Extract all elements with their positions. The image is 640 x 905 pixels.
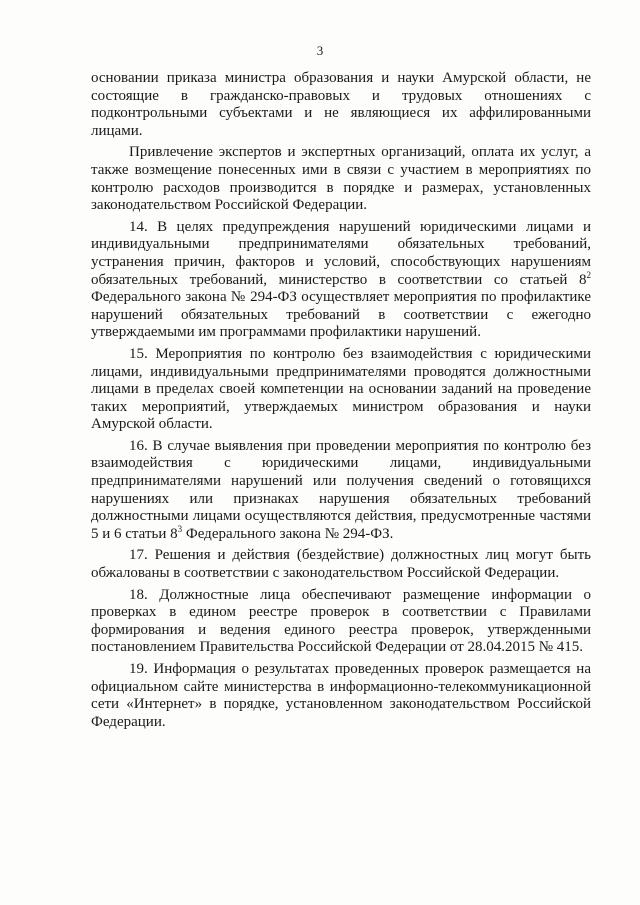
paragraph-18: 18. Должностные лица обеспечивают размещение информации о проверках в едином реестре проверок в соответствии с Правилами формирования и ведения единого реестра проверок, утвержденными постановлением Правительства Российской Федерации от 28.04.2015 № 415. (91, 586, 591, 656)
paragraph-16-text-end: Федерального закона № 294-ФЗ. (182, 525, 394, 542)
article-superscript-3: 3 (177, 523, 183, 534)
paragraph-16-text-start: 16. В случае выявления при проведении мероприятия по контролю без взаимодействия с юридическими лицами, индивидуальными предпринимателями нарушений или получения сведений о готовящихся нарушениях или признаках нарушения обязательных требований должностными лицами осуществляются действия, предусмотренные частями 5 и 6 статьи 8 (91, 437, 591, 542)
paragraph-15: 15. Мероприятия по контролю без взаимодействия с юридическими лицами, индивидуальными предпринимателями проводятся должностными лицами в пределах своей компетенции на основании заданий на проведение таких мероприятий, утверждаемых министром образования и науки Амурской области. (91, 345, 591, 433)
paragraph-14-text-end: Федерального закона № 294-ФЗ осуществляет мероприятия по профилактике нарушений обязательных требований в соответствии с ежегодно утверждаемыми им программами профилактики нарушений. (91, 289, 591, 341)
article-superscript-2: 2 (586, 269, 591, 280)
paragraph-continuation: основании приказа министра образования и науки Амурской области, не состоящие в гражданско-правовых и трудовых отношениях с подконтрольными субъектами и не являющиеся их аффилированными лицами. (91, 70, 591, 139)
paragraph-14-text-start: 14. В целях предупреждения нарушений юридическими лицами и индивидуальными предпринимателями обязательных требований, устранения причин, факторов и условий, способствующих нарушениям обязательных требований, министерство в соответствии со статьей 8 (91, 218, 591, 288)
page-number: 3 (316, 43, 324, 58)
paragraph-19: 19. Информация о результатах проведенных проверок размещается на официальном сайте министерства в информационно-телекоммуникационной сети «Интернет» в порядке, установленном законодательством Российской Федерации. (91, 661, 591, 730)
paragraph-experts: Привлечение экспертов и экспертных организаций, оплата их услуг, а также возмещение понесенных ими в связи с участием в мероприятиях по контролю расходов производится в порядке и размерах, установленных законодательством Российской Федерации. (91, 144, 591, 214)
document-body (91, 70, 591, 731)
paragraph-14 (91, 219, 591, 342)
paragraph-17: 17. Решения и действия (бездействие) должностных лиц могут быть обжалованы в соответствии с законодательством Российской Федерации. (91, 547, 591, 582)
paragraph-16 (91, 438, 591, 544)
